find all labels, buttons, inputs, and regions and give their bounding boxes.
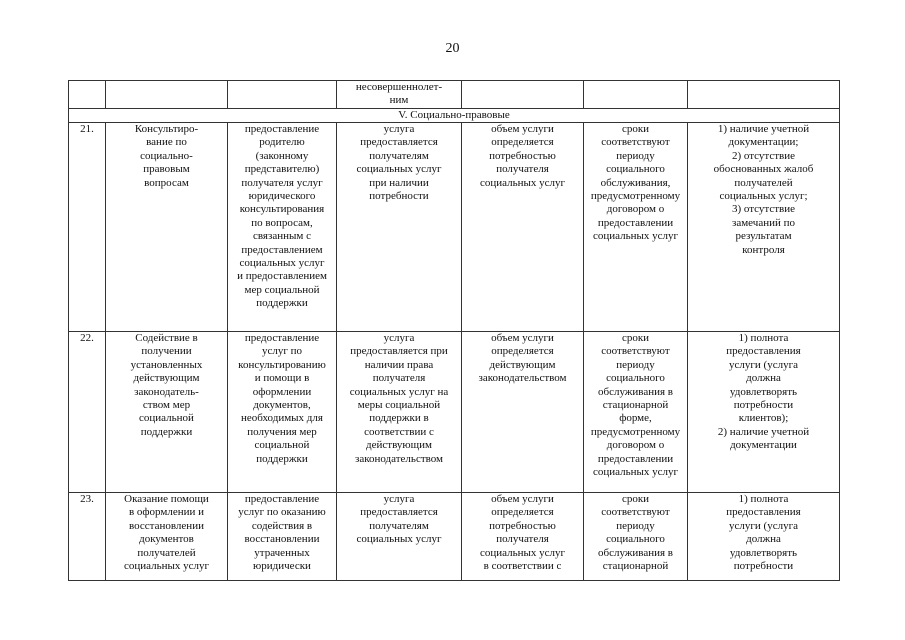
- table-row: [69, 123, 840, 332]
- service-terms-cell: сроки соответствуют периоду социального обслуживания в стационарной форме, предусмотренному договором о предоставлении социальных услуг: [584, 332, 688, 493]
- services-table: [68, 80, 840, 581]
- service-conditions-cell: услуга предоставляется при наличии права получателя социальных услуг на меры социальной поддержки в соответствии с действующим законодательством: [337, 332, 462, 493]
- section-title: V. Социально-правовые: [69, 109, 840, 123]
- row-number: 22.: [69, 332, 106, 493]
- table-row-continued: [69, 81, 840, 109]
- service-quality-cell: 1) полнота предоставления услуги (услуга должна удовлетворять потребности: [688, 493, 840, 581]
- service-name-cell: Консультиро- вание по социально- правовым вопросам: [106, 123, 228, 332]
- page-number: 20: [445, 41, 460, 56]
- service-terms-cell: сроки соответствуют периоду социального обслуживания, предусмотренному договором о предоставлении социальных услуг: [584, 123, 688, 332]
- table-cell: [106, 81, 228, 109]
- table-cell: несовершеннолет- ним: [337, 81, 462, 109]
- table-cell: [69, 81, 106, 109]
- service-volume-cell: объем услуги определяется потребностью получателя социальных услуг: [462, 123, 584, 332]
- service-name-cell: Содействие в получении установленных действующим законодатель- ством мер социальной поддержки: [106, 332, 228, 493]
- row-number: 23.: [69, 493, 106, 581]
- table-cell: [688, 81, 840, 109]
- row-number: 21.: [69, 123, 106, 332]
- service-quality-cell: 1) полнота предоставления услуги (услуга должна удовлетворять потребности клиентов); 2) наличие учетной документации: [688, 332, 840, 493]
- table-cell: [228, 81, 337, 109]
- service-conditions-cell: услуга предоставляется получателям социальных услуг при наличии потребности: [337, 123, 462, 332]
- service-terms-cell: сроки соответствуют периоду социального обслуживания в стационарной: [584, 493, 688, 581]
- table-row: [69, 493, 840, 581]
- table-cell: [462, 81, 584, 109]
- service-description-cell: предоставление услуг по консультированию и помощи в оформлении документов, необходимых для получения мер социальной поддержки: [228, 332, 337, 493]
- service-name-cell: Оказание помощи в оформлении и восстановлении документов получателей социальных услуг: [106, 493, 228, 581]
- table-row: [69, 332, 840, 493]
- service-volume-cell: объем услуги определяется потребностью получателя социальных услуг в соответствии с: [462, 493, 584, 581]
- service-description-cell: предоставление услуг по оказанию содействия в восстановлении утраченных юридически: [228, 493, 337, 581]
- table-cell: [584, 81, 688, 109]
- service-quality-cell: 1) наличие учетной документации; 2) отсутствие обоснованных жалоб получателей социальных услуг; 3) отсутствие замечаний по результатам контроля: [688, 123, 840, 332]
- service-conditions-cell: услуга предоставляется получателям социальных услуг: [337, 493, 462, 581]
- service-description-cell: предоставление родителю (законному представителю) получателя услуг юридического консультирования по вопросам, связанным с предоставлением социальных услуг и предоставлением мер социальной поддержки: [228, 123, 337, 332]
- service-volume-cell: объем услуги определяется действующим законодательством: [462, 332, 584, 493]
- section-header-row: [69, 109, 840, 123]
